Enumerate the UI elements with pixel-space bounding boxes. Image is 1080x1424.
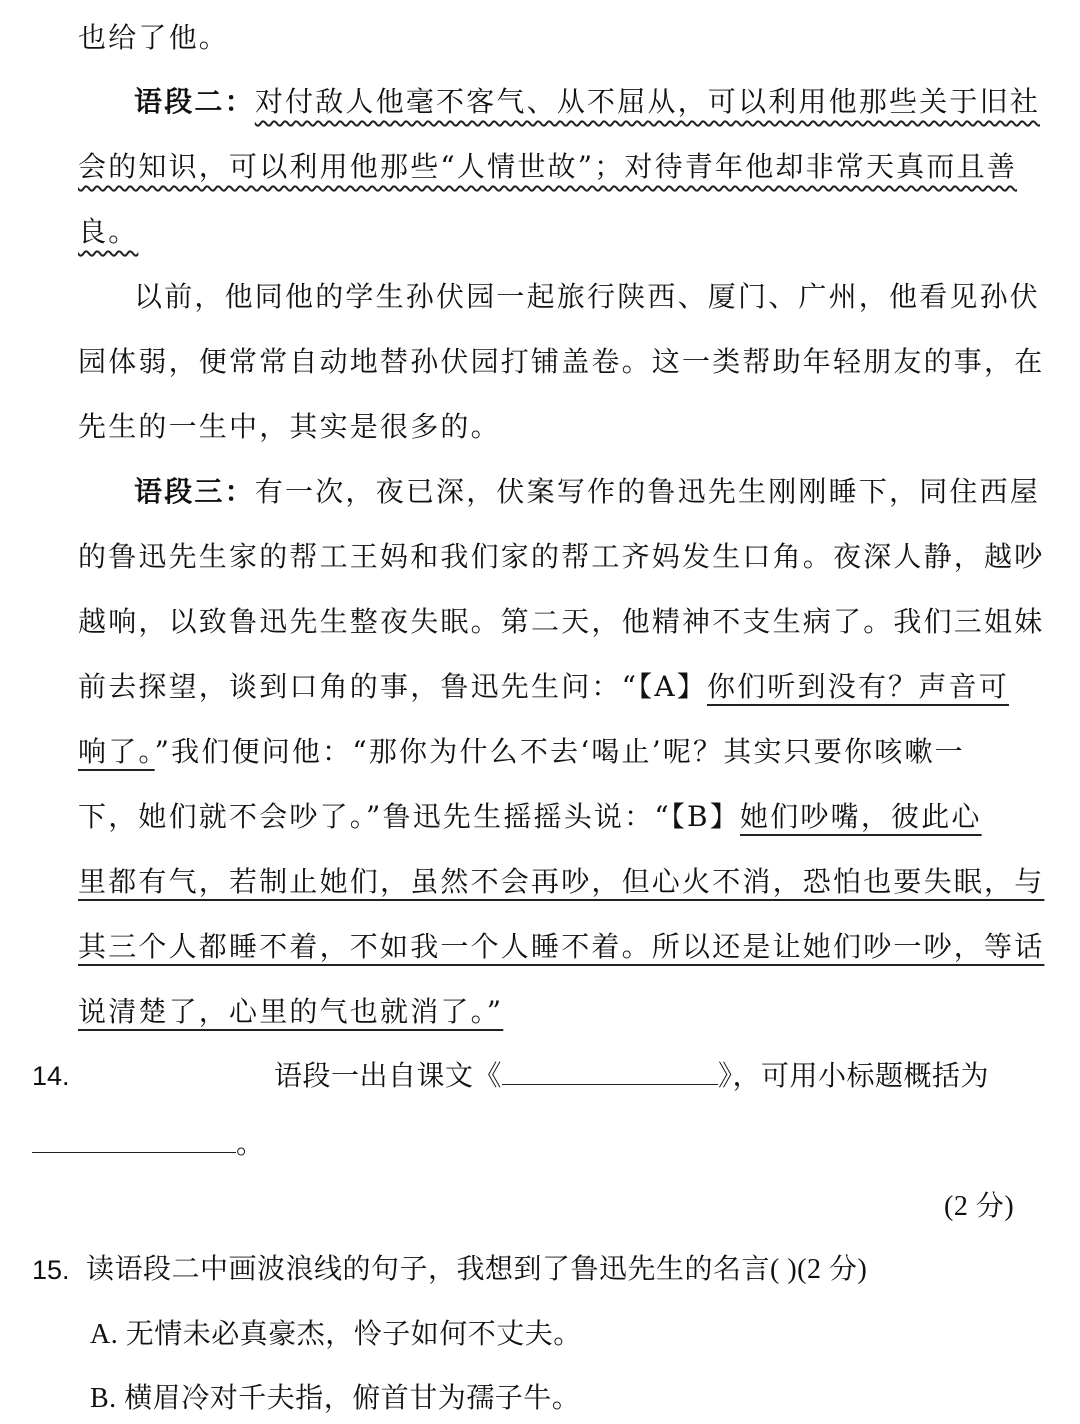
wavy-underlined-sentence: 对付敌人他毫不客气、从不屈从，可以利用他那些关于旧社 bbox=[254, 85, 1041, 118]
answer-blank-lesson-title[interactable] bbox=[502, 1056, 718, 1085]
option-text: 无情未必真豪杰，怜子如何不丈夫。 bbox=[125, 1319, 582, 1350]
option-letter: B. bbox=[90, 1383, 117, 1414]
passage-text: 前去探望，谈到口角的事，鲁迅先生问：“【A】 bbox=[78, 670, 707, 703]
section-label-two: 语段二： bbox=[134, 85, 255, 118]
score-label: (2 分) bbox=[944, 1191, 1015, 1222]
underlined-sentence-a: 响了。 bbox=[78, 735, 155, 768]
passage-line bbox=[78, 667, 1009, 707]
underlined-sentence-a: 你们听到没有？声音可 bbox=[706, 670, 1009, 703]
question-text bbox=[32, 1124, 265, 1165]
option-b[interactable] bbox=[90, 1379, 580, 1419]
passage-line: 越响，以致鲁迅先生整夜失眠。第二天，他精神不支生病了。我们三姐妹 bbox=[78, 605, 1045, 638]
passage-line bbox=[134, 82, 1040, 122]
passage-line bbox=[78, 732, 965, 772]
passage-line bbox=[78, 862, 1044, 902]
passage-line bbox=[134, 472, 1040, 512]
question-number: 15. bbox=[32, 1255, 70, 1285]
passage-line: 园体弱，便常常自动地替孙伏园打铺盖卷。这一类帮助年轻朋友的事，在 bbox=[78, 345, 1045, 378]
underlined-sentence-b: 其三个人都睡不着，不如我一个人睡不着。所以还是让她们吵一吵，等话 bbox=[78, 930, 1045, 963]
passage-text: 下，她们就不会吵了。”鲁迅先生摇摇头说：“【B】 bbox=[78, 800, 741, 833]
underlined-sentence-b: 她们吵嘴，彼此心 bbox=[740, 800, 982, 833]
passage-text: ”我们便问他：“那你为什么不去‘喝止’呢？其实只要你咳嗽一 bbox=[154, 735, 965, 768]
passage-line: 的鲁迅先生家的帮工王妈和我们家的帮工齐妈发生口角。夜深人静，越吵 bbox=[78, 540, 1045, 573]
option-letter: A. bbox=[90, 1319, 119, 1350]
passage-line bbox=[78, 992, 503, 1032]
answer-blank-subtitle[interactable] bbox=[32, 1124, 236, 1153]
option-a[interactable] bbox=[90, 1315, 582, 1355]
section-label-three: 语段三： bbox=[134, 475, 255, 508]
question-text-part: 语段一出自课文《 bbox=[274, 1061, 503, 1092]
underlined-sentence-b: 说清楚了，心里的气也就消了。” bbox=[78, 995, 504, 1028]
passage-line: 先生的一生中，其实是很多的。 bbox=[78, 410, 501, 443]
option-text: 横眉冷对千夫指，俯首甘为孺子牛。 bbox=[124, 1383, 581, 1414]
question-number: 14. bbox=[32, 1061, 70, 1091]
question-text bbox=[274, 1056, 989, 1097]
passage-line: 也给了他。 bbox=[78, 21, 230, 54]
passage-text: 有一次，夜已深，伏案写作的鲁迅先生刚刚睡下，同住西屋 bbox=[254, 475, 1041, 508]
wavy-underlined-sentence: 会的知识，可以利用他那些“人情世故”；对待青年他却非常天真而且善 bbox=[78, 150, 1018, 183]
question-text-part: 》，可用小标题概括为 bbox=[718, 1061, 990, 1092]
passage-line bbox=[78, 927, 1044, 967]
passage-line bbox=[78, 797, 982, 837]
wavy-underlined-sentence: 良。 bbox=[78, 215, 139, 248]
question-text: 读语段二中画波浪线的句子，我想到了鲁迅先生的名言( )(2 分) bbox=[86, 1254, 868, 1285]
passage-line: 以前，他同他的学生孙伏园一起旅行陕西、厦门、广州，他看见孙伏 bbox=[134, 280, 1041, 313]
passage-line bbox=[78, 147, 1017, 187]
passage-line bbox=[78, 212, 138, 252]
question-text-part: 。 bbox=[236, 1129, 265, 1160]
underlined-sentence-b: 里都有气，若制止她们，虽然不会再吵，但心火不消，恐怕也要失眠，与 bbox=[78, 865, 1045, 898]
